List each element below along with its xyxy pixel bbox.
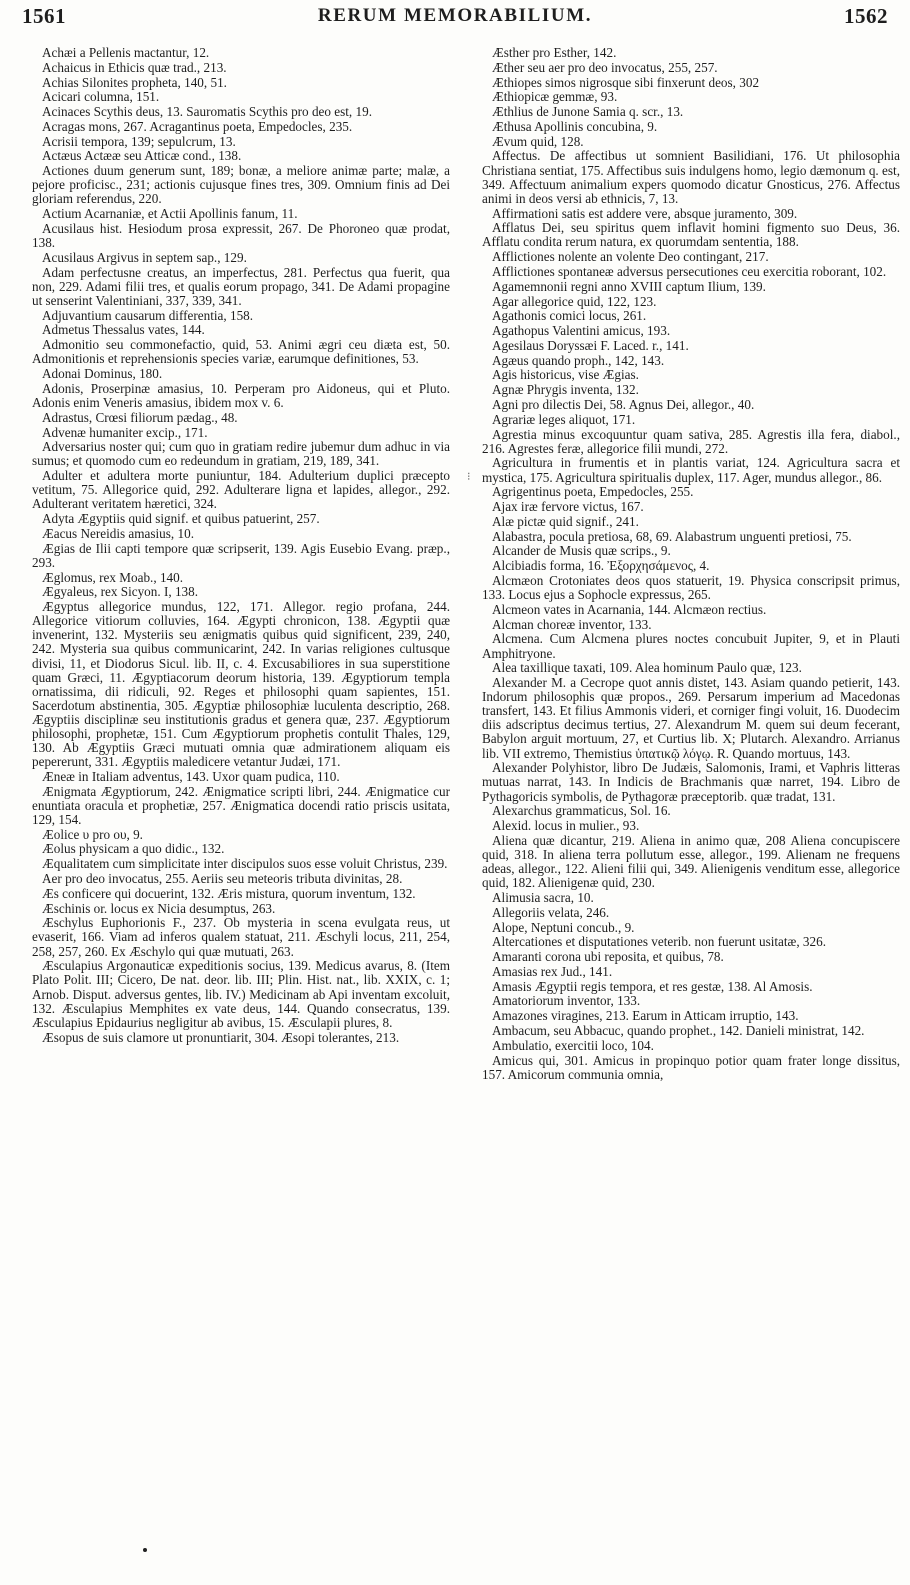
index-entry xyxy=(482,661,900,675)
index-entry-text: Agrestia minus excoquuntur quam sativa, 285. Agrestis illa fera, diabol., 216. Agrestes feræ, allegorice filii mundi, 272. xyxy=(482,426,900,456)
index-entry xyxy=(32,46,450,60)
index-entry-text: Adam perfectusne creatus, an imperfectus, 281. Perfectus qua fuerit, qua non, 229. Adami filii tres, et qualis eorum propago, 341. De Adami propagine ut senserint Valentiniani, 337, 339, 341. xyxy=(32,264,450,308)
left-page-number: 1561 xyxy=(22,4,66,28)
index-entry-text: Acragas mons, 267. Acragantinus poeta, Empedocles, 235. xyxy=(42,118,353,134)
index-entry xyxy=(482,1009,900,1023)
right-page-number: 1562 xyxy=(844,4,888,28)
index-entry xyxy=(482,935,900,949)
index-entry-text: Agrigentinus poeta, Empedocles, 255. xyxy=(492,484,694,500)
index-entry-text: Aer pro deo invocatus, 255. Aeriis seu meteoris tributa divinitas, 28. xyxy=(42,871,403,887)
index-entry-text: Alexander Polyhistor, libro De Judæis, Salomonis, Irami, et Vaphris litteras mutuas narrat, 143. In Indicis de Brachmanis quæ narret, 194. Libro de Pythagoricis symbolis, de Pythagoræ præceptorib. quæ tradat, 131. xyxy=(482,760,900,804)
index-entry xyxy=(482,632,900,660)
index-entry-text: Adulter et adultera morte puniuntur, 184. Adulterium duplici præcepto vetitum, 75. Allegorice quid, 292. Adulterare ligna et lapides, allegor., 292. Adulterant veritatem hæretici, 324. xyxy=(32,468,450,512)
index-entry-text: Alcmena. Cum Alcmena plures noctes concubuit Jupiter, 9, et in Plauti Amphitryone. xyxy=(482,631,900,661)
index-entry xyxy=(482,530,900,544)
index-entry xyxy=(32,887,450,901)
index-entry-text: Ægias de Ilii capti tempore quæ scripserit, 139. Agis Eusebio Evang. præp., 293. xyxy=(32,540,450,570)
index-entry xyxy=(32,207,450,221)
index-entry xyxy=(482,368,900,382)
index-entry-text: Ajax iræ fervore victus, 167. xyxy=(492,499,644,515)
index-entry xyxy=(482,309,900,323)
index-entry-text: Adjuvantium causarum differentia, 158. xyxy=(42,307,254,323)
index-entry-text: Alcmeon vates in Acarnania, 144. Alcmæon rectius. xyxy=(492,601,767,617)
index-entry-text: Æglomus, rex Moab., 140. xyxy=(42,569,184,585)
index-entry xyxy=(482,339,900,353)
index-entry-text: Alcander de Musis quæ scrips., 9. xyxy=(492,543,671,559)
index-entry-text: Affectus. De affectibus ut somnient Basilidiani, 176. Ut philosophia Christiana sentiat, 175. Affectibus suis indulgens homo, legio dæmonum q. est, 349. Affectuum animalium expers quomodo dicatur Gnosticus, 276. Affectus animi in deos versi ab ethnicis, 7, 13. xyxy=(482,148,900,206)
index-entry-text: Afflatus Dei, seu spiritus quem inflavit homini figmento suo Deus, 36. Afflatu condita rerum natura, ex quorumdam sententia, 188. xyxy=(482,220,900,250)
index-entry xyxy=(482,965,900,979)
index-entry xyxy=(482,1039,900,1053)
index-entry xyxy=(482,891,900,905)
index-entry-text: Æthlius de Junone Samia q. scr., 13. xyxy=(492,104,684,120)
index-entry-text: Amaranti corona ubi reposita, et quibus, 78. xyxy=(492,949,724,965)
index-entry-text: Alcmæon Crotoniates deos quos statuerit, 19. Physica conscripsit primus, 133. Locus ejus a Sophocle expressus, 265. xyxy=(482,573,900,603)
index-entry-text: Alæ pictæ quid signif., 241. xyxy=(492,513,639,529)
index-entry-text: Æther seu aer pro deo invocatus, 255, 257. xyxy=(492,59,718,75)
index-entry xyxy=(32,266,450,308)
index-entry xyxy=(32,135,450,149)
index-entry xyxy=(32,600,450,769)
index-entry-text: Agni pro dilectis Dei, 58. Agnus Dei, allegor., 40. xyxy=(492,397,755,412)
index-entry-text: Ænigmata Ægyptiorum, 242. Ænigmatice scripti libri, 244. Ænigmatice cur enuntiata oracula et prophetiæ, 257. Ænigmatica docendi ratio priscis usitata, 129, 154. xyxy=(32,783,450,827)
index-entry-text: Amasias rex Jud., 141. xyxy=(492,963,613,979)
index-entry xyxy=(482,603,900,617)
index-entry xyxy=(482,559,900,573)
index-entry-text: Amicus qui, 301. Amicus in propinquo potior quam frater longe dissitus, 157. Amicorum communia omnia, xyxy=(482,1052,900,1082)
index-entry-text: Ambacum, seu Abbacuc, quando prophet., 142. Danieli ministrat, 142. xyxy=(492,1022,865,1038)
index-entry-text: Alexarchus grammaticus, Sol. 16. xyxy=(492,803,671,819)
index-entry xyxy=(32,149,450,163)
index-entry xyxy=(32,382,450,410)
index-entry-text: Allegoriis velata, 246. xyxy=(492,904,610,920)
index-entry-text: Agesilaus Doryssæi F. Laced. r., 141. xyxy=(492,337,689,353)
index-entry xyxy=(32,411,450,425)
index-entry-text: Ambulatio, exercitii loco, 104. xyxy=(492,1037,654,1053)
index-entry-text: Agricultura in frumentis et in plantis variat, 124. Agricultura sacra et mystica, 175. Agricultura spiritualis duplex, 117. Ager, mundus allegor., 86. xyxy=(482,455,900,485)
index-entry xyxy=(482,221,900,249)
index-entry xyxy=(32,469,450,511)
index-entry-text: Actæus Actææ seu Atticæ cond., 138. xyxy=(42,148,242,164)
index-entry-text: Adonis, Proserpinæ amasius, 10. Perperam pro Aidoneus, qui et Pluto. Adonis enim Veneris amasius, ibidem mox v. 6. xyxy=(32,380,450,410)
index-entry-text: Æthusa Apollinis concubina, 9. xyxy=(492,118,658,134)
index-entry xyxy=(482,819,900,833)
index-entry-text: Actium Acarnaniæ, et Actii Apollinis fanum, 11. xyxy=(42,206,298,222)
index-entry xyxy=(32,222,450,250)
index-entry xyxy=(482,398,900,412)
index-entry-text: Achaicus in Ethicis quæ trad., 213. xyxy=(42,59,227,75)
index-entry-text: Agis historicus, vise Ægias. xyxy=(492,367,639,383)
index-entry-text: Alabastra, pocula pretiosa, 68, 69. Alabastrum unguenti pretiosi, 75. xyxy=(492,528,852,544)
index-entry xyxy=(482,207,900,221)
index-entry-text: Agnæ Phrygis inventa, 132. xyxy=(492,382,639,398)
index-entry-text: Amazones viragines, 213. Earum in Atticam irruptio, 143. xyxy=(492,1008,799,1024)
index-entry xyxy=(32,916,450,958)
index-entry-text: Æqualitatem cum simplicitate inter discipulos suos esse voluit Christus, 239. xyxy=(42,856,448,872)
index-entry xyxy=(482,149,900,205)
index-entry-text: Adversarius noster qui; cum quo in gratiam redire jubemur dum adhuc in via sumus; et quomodo cum eo redeundum in gratiam, 219, 189, 341. xyxy=(32,439,450,469)
index-entry-text: Adonai Dominus, 180. xyxy=(42,366,163,382)
index-entry-text: Actiones duum generum sunt, 189; bonæ, a meliore animæ parte; malæ, a pejore proficisc., 231; actionis cujusque fines tres, 309. Omnium finis ad Dei gloriam referendus, 220. xyxy=(32,163,450,207)
index-entry xyxy=(32,842,450,856)
index-entry xyxy=(482,1054,900,1082)
index-entry-text: Adyta Ægyptiis quid signif. et quibus patuerint, 257. xyxy=(42,511,320,527)
index-entry xyxy=(32,512,450,526)
index-entry-text: Alea taxillique taxati, 109. Alea hominum Paulo quæ, 123. xyxy=(492,660,802,676)
gutter-mark-glyph: ⁝ xyxy=(467,471,471,483)
index-entry-text: Acrisii tempora, 139; sepulcrum, 13. xyxy=(42,133,236,149)
index-entry-text: Æthiopicæ gemmæ, 93. xyxy=(492,89,618,105)
stray-ink-dot xyxy=(143,1548,147,1552)
index-entry-text: Æacus Nereidis amasius, 10. xyxy=(42,525,194,541)
index-entry xyxy=(32,61,450,75)
index-entry-text: Æneæ in Italiam adventus, 143. Uxor quam pudica, 110. xyxy=(42,768,340,784)
index-entry-text: Agar allegorice quid, 122, 123. xyxy=(492,293,657,309)
index-entry xyxy=(32,571,450,585)
index-entry xyxy=(32,90,450,104)
index-entry xyxy=(482,574,900,602)
index-entry-text: Æolus physicam a quo didic., 132. xyxy=(42,841,225,857)
index-entry-text: Ægyptus allegorice mundus, 122, 171. Allegor. regio profana, 244. Allegorice vitiorum colluvies, 164. Ægypti chronicon, 138. Ægyptii quæ invenerint, 132. Mysteriis seu ænigmatis quibus quid significent, 239, 240, 242. Mysteria sua quibus communicarint, 242. In varias religiones cultusque divisi, 11, et Diodorus Sicul. lib. II, c. 4. Excusabiliores in sua superstitione quam Græci, 11. Ægyptiacorum deorum historia, 139. Ægyptiorum templa ornatissima, dii ridiculi, 92. Reges et philosophi quam sapientes, 151. Sacerdotum abstinentia, 305. Ægyptiæ philosophiæ luculenta descriptio, 268. Ægyptiis disciplinæ seu institutionis gradus et genera quæ, 237. Ægyptiorum philosophi, prophetæ, 151. Cum Ægyptiorum prophetis contulit Thales, 129, 130. Ab Ægyptiis Græci mutuati omnia quæ admirationem aliquam eis pepererunt, 331. Ægyptiis maledicere vetantur Judæi, 171. xyxy=(32,599,450,770)
index-entry-text: Alexid. locus in mulier., 93. xyxy=(492,818,640,834)
index-entry-text: Æthiopes simos nigrosque sibi finxerunt deos, 302 xyxy=(492,74,760,90)
index-entry xyxy=(482,61,900,75)
index-entry xyxy=(482,46,900,60)
index-entry xyxy=(32,426,450,440)
index-entry-text: Ægyaleus, rex Sicyon. I, 138. xyxy=(42,584,199,600)
index-entry-text: Adrastus, Crœsi filiorum pædag., 48. xyxy=(42,409,238,425)
index-entry xyxy=(32,902,450,916)
index-entry xyxy=(482,135,900,149)
index-entry-text: Alimusia sacra, 10. xyxy=(492,889,594,905)
index-entry-text: Advenæ humaniter excip., 171. xyxy=(42,424,208,440)
index-entry xyxy=(32,105,450,119)
index-entry xyxy=(482,500,900,514)
index-entry xyxy=(482,90,900,104)
index-entry xyxy=(482,761,900,803)
index-entry-text: Agathopus Valentini amicus, 193. xyxy=(492,323,671,339)
index-entry-text: Altercationes et disputationes veterib. non fuerunt usitatæ, 326. xyxy=(492,934,827,950)
index-entry-text: Agrariæ leges aliquot, 171. xyxy=(492,411,636,427)
index-entry xyxy=(482,295,900,309)
index-entry xyxy=(32,440,450,468)
index-entry-text: Afflictiones spontaneæ adversus persecutiones ceu exercitia roborant, 102. xyxy=(492,263,887,279)
index-entry xyxy=(32,872,450,886)
index-entry-text: Achias Silonites propheta, 140, 51. xyxy=(42,74,227,90)
index-entry-text: Afflictiones nolente an volente Deo contingant, 217. xyxy=(492,249,769,265)
index-entry xyxy=(32,309,450,323)
index-entry xyxy=(482,105,900,119)
index-entry xyxy=(32,338,450,366)
index-entry xyxy=(482,834,900,890)
index-entry xyxy=(482,265,900,279)
index-entry xyxy=(482,980,900,994)
index-entry xyxy=(482,544,900,558)
page-header xyxy=(22,4,888,38)
left-index-column xyxy=(32,46,450,1045)
index-entry xyxy=(482,280,900,294)
index-entry xyxy=(482,921,900,935)
index-entry xyxy=(482,485,900,499)
index-entry xyxy=(32,367,450,381)
index-entry-text: Amasis Ægyptii regis tempora, et res gestæ, 138. Al Amosis. xyxy=(492,978,813,994)
index-entry xyxy=(482,354,900,368)
index-entry-text: Æs conficere qui docuerint, 132. Æris mistura, quorum inventum, 132. xyxy=(42,885,416,901)
index-entry xyxy=(482,456,900,484)
index-entry-text: Agæus quando proph., 142, 143. xyxy=(492,352,665,368)
index-entry-text: Ævum quid, 128. xyxy=(492,133,584,149)
index-entry xyxy=(32,785,450,827)
index-entry xyxy=(482,428,900,456)
index-entry-text: Acicari columna, 151. xyxy=(42,89,160,105)
index-entry xyxy=(482,994,900,1008)
index-entry xyxy=(32,323,450,337)
index-entry-text: Æschylus Euphorionis F., 237. Ob mysteria in scena evulgata reus, ut evaserit, 166. Viam ad inferos qualem statuat, 211. Æschyli locus, 211, 254, 258, 257, 260. Ex Æschylo qui quæ mutuati, 263. xyxy=(32,915,450,959)
index-entry-text: Alcman choreæ inventor, 133. xyxy=(492,616,652,632)
index-entry xyxy=(32,770,450,784)
index-entry xyxy=(482,804,900,818)
index-entry xyxy=(32,542,450,570)
index-entry xyxy=(482,120,900,134)
index-entry xyxy=(482,676,900,761)
index-entry xyxy=(32,828,450,842)
index-entry-text: Agathonis comici locus, 261. xyxy=(492,308,647,324)
index-entry xyxy=(482,383,900,397)
index-entry-text: Æschinis or. locus ex Nicia desumptus, 263. xyxy=(42,900,276,916)
index-entry-text: Agamemnonii regni anno XVIII captum Ilium, 139. xyxy=(492,278,766,294)
index-entry xyxy=(32,959,450,1029)
index-entry xyxy=(482,1024,900,1038)
running-title: RERUM MEMORABILIUM. xyxy=(317,5,593,26)
index-entry-text: Alexander M. a Cecrope quot annis distet, 143. Asiam quando petierit, 143. Indorum philosophis quæ propos., 269. Persarum imperium ad Macedonas transfert, 143. Et filius Ammonis videri, et corniger fingi voluit, 16. Duodecim diis adscriptus decimus tertius, 27. Alexandrum M. quem sui deum fecerant, Babylon arguit mortuum, 27, et Curtius lib. X; Plutarch. Alexandro. Arrianus lib. VII extremo, Themistius ὑπατικῷ λόγῳ. R. Quando mortuus, 143. xyxy=(482,675,900,761)
index-entry-text: Æsculapius Argonauticæ expeditionis socius, 139. Medicus avarus, 8. (Item Plato Polit. III; Cicero, De nat. deor. lib. III; Plin. Hist. nat., lib. XXIX, c. 1; Arnob. Disput. adversus gentes, lib. IV.) Medicinam ab Api inventam excoluit, 132. Æsculapius Memphites ex vate deus, 144. Quando consecratus, 139. Æsculapius Epidaurius negligitur ab avibus, 15. Æsculapii plures, 8. xyxy=(32,958,450,1030)
index-entry xyxy=(32,120,450,134)
right-index-column xyxy=(482,46,900,1082)
index-entry-text: Aliena quæ dicantur, 219. Aliena in animo quæ, 208 Aliena concupiscere quid, 318. In aliena terra pollutum esse, allegor., 199. Alienam ne frequens adeas, allegor., 122. Alieni filii qui, 349. Alienigenis venditum esse, allegorice quid, 182. Alienigenæ quid, 230. xyxy=(482,832,900,891)
index-entry-text: Alcibiadis forma, 16. Ἐξορχησάμενος, 4. xyxy=(492,558,710,574)
index-entry xyxy=(482,250,900,264)
index-entry-text: Alope, Neptuni concub., 9. xyxy=(492,919,635,935)
index-entry xyxy=(482,950,900,964)
index-entry-text: Affirmationi satis est addere vere, absque juramento, 309. xyxy=(492,205,798,221)
index-entry xyxy=(32,857,450,871)
index-entry xyxy=(32,1031,450,1045)
index-entry-text: Acusilaus Argivus in septem sap., 129. xyxy=(42,249,247,265)
index-entry-text: Amatoriorum inventor, 133. xyxy=(492,993,641,1009)
index-entry-text: Æsther pro Esther, 142. xyxy=(492,45,617,60)
index-entry xyxy=(482,618,900,632)
index-entry-text: Æsopus de suis clamore ut pronuntiarit, 304. Æsopi tolerantes, 213. xyxy=(42,1029,400,1045)
index-entry xyxy=(32,164,450,206)
index-entry xyxy=(482,515,900,529)
index-entry-text: Acusilaus hist. Hesiodum prosa expressit, 267. De Phoroneo quæ prodat, 138. xyxy=(32,221,450,251)
index-entry xyxy=(32,251,450,265)
index-entry-text: Achæi a Pellenis mactantur, 12. xyxy=(42,45,210,60)
index-entry-text: Æolice υ pro ου, 9. xyxy=(42,826,143,842)
index-entry xyxy=(482,324,900,338)
index-entry xyxy=(482,76,900,90)
index-entry xyxy=(482,413,900,427)
index-entry xyxy=(32,527,450,541)
index-entry xyxy=(32,76,450,90)
index-entry-text: Admetus Thessalus vates, 144. xyxy=(42,322,205,338)
index-entry-text: Acinaces Scythis deus, 13. Sauromatis Scythis pro deo est, 19. xyxy=(42,104,373,120)
index-entry xyxy=(32,585,450,599)
index-entry-text: Admonitio seu commonefactio, quid, 53. Animi ægri ceu diæta est, 50. Admonitionis et reprehensionis species variæ, earumque definitiones, 53. xyxy=(32,337,450,367)
index-entry xyxy=(482,906,900,920)
